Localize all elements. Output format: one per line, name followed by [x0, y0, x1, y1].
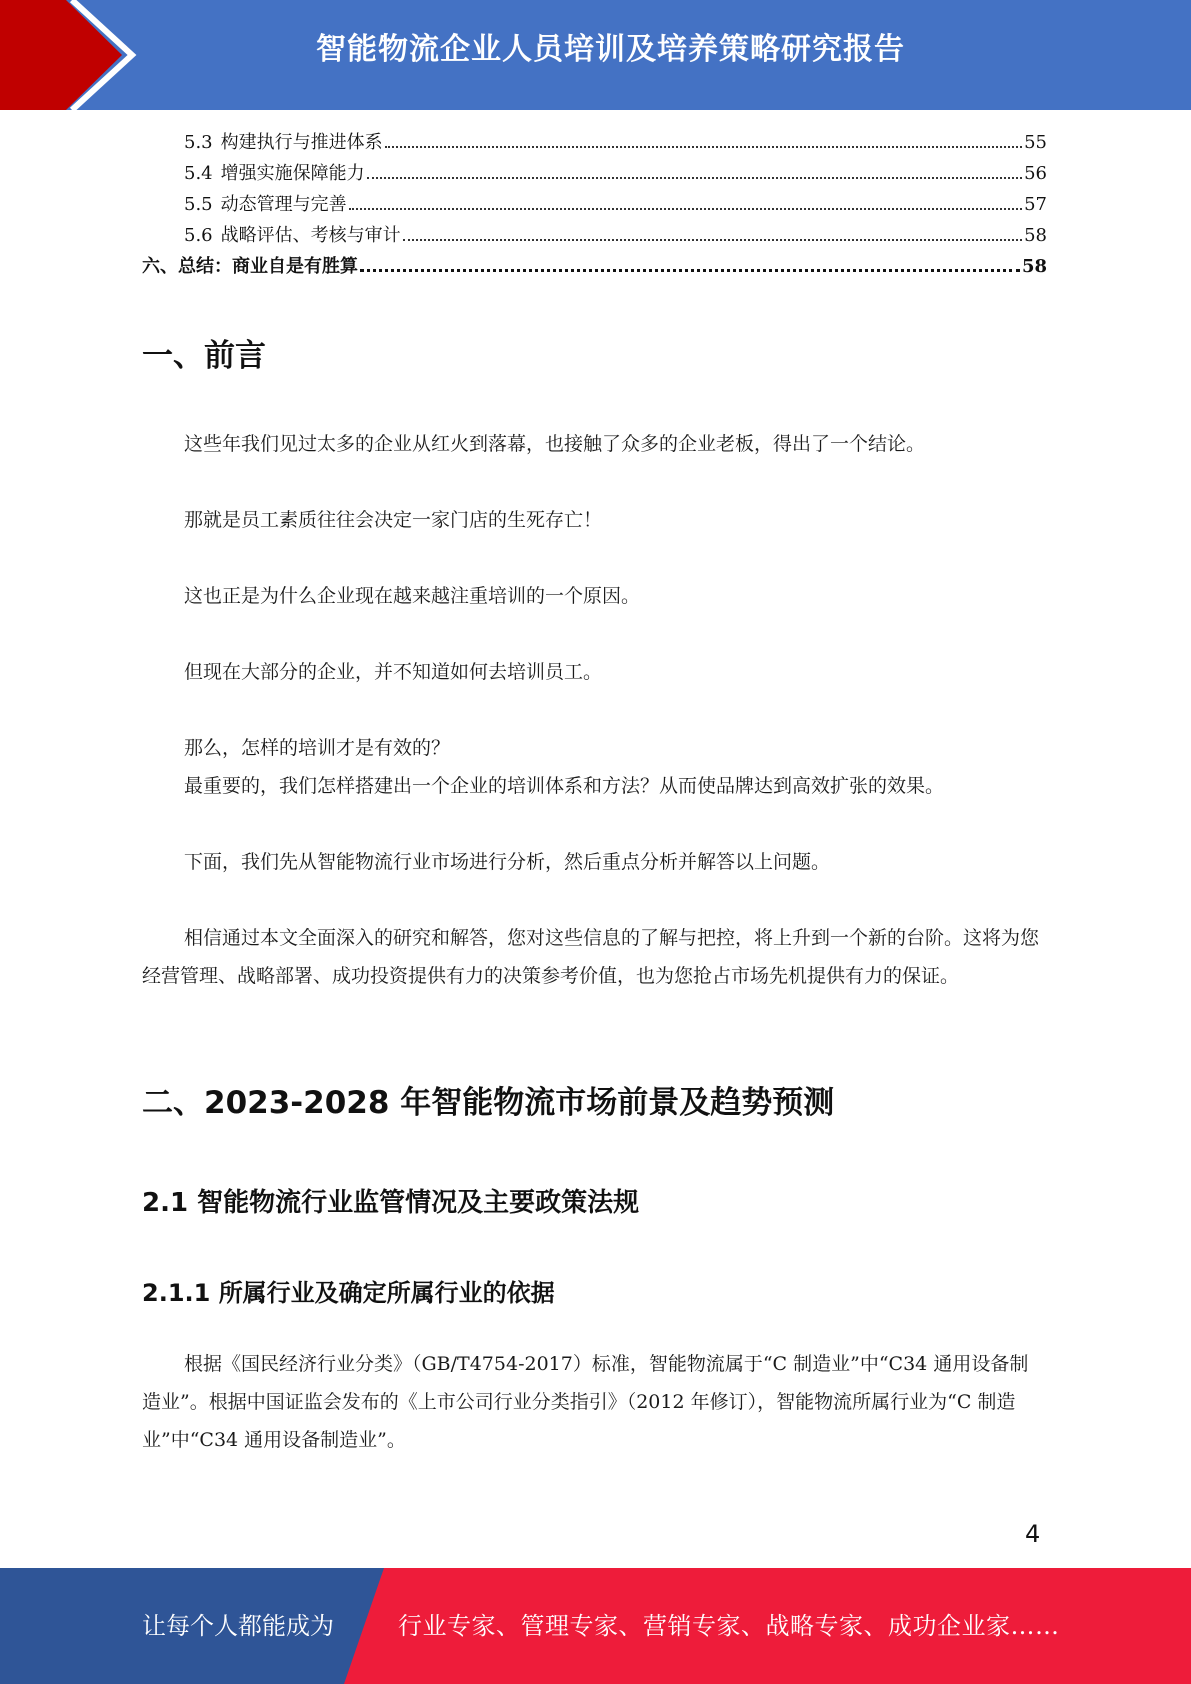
section-heading-market-outlook: 二、2023-2028 年智能物流市场前景及趋势预测 [142, 1085, 835, 1121]
toc-entry-page: 57 [1024, 194, 1047, 215]
subsection-heading: 2.1 智能物流行业监管情况及主要政策法规 [142, 1188, 640, 1218]
toc-dot-leader [385, 145, 1022, 148]
toc-entry-number: 5.4 [184, 163, 213, 184]
toc-entry-label: 动态管理与完善 [220, 194, 347, 215]
body-paragraph: 根据《国民经济行业分类》（GB/T4754-2017）标准，智能物流属于“C 制造业”中“C34 通用设备制造业”。根据中国证监会发布的《上市公司行业分类指引》（2012 年修订），智能物流所属行业为“C 制造业”中“C34 通用设备制造业”。 [142, 1353, 1029, 1451]
toc-entry-page: 55 [1024, 132, 1047, 153]
toc-entry-page: 58 [1024, 225, 1047, 246]
table-of-contents [142, 128, 1047, 283]
toc-entry-label: 六、总结：商业自是有胜算 [142, 256, 358, 277]
body-paragraph: 那就是员工素质往往会决定一家门店的生死存亡！ [184, 509, 603, 531]
report-title: 智能物流企业人员培训及培养策略研究报告 [316, 32, 905, 67]
subsubsection-heading: 2.1.1 所属行业及确定所属行业的依据 [142, 1279, 555, 1307]
body-paragraph: 那么，怎样的培训才是有效的？ [184, 737, 451, 759]
body-paragraph: 这些年我们见过太多的企业从红火到落幕，也接触了众多的企业老板，得出了一个结论。 [184, 433, 926, 455]
toc-entry[interactable] [142, 190, 1047, 221]
toc-entry-number: 5.5 [184, 194, 213, 215]
page-header [0, 0, 1191, 110]
toc-dot-leader [367, 176, 1022, 179]
toc-entry-number: 5.6 [184, 225, 213, 246]
section-heading-preface: 一、前言 [142, 338, 266, 374]
page-footer [0, 1568, 1191, 1684]
footer-slogan-right: 行业专家、管理专家、营销专家、战略专家、成功企业家…… [398, 1612, 1060, 1640]
toc-entry[interactable] [142, 221, 1047, 252]
toc-entry-chapter[interactable] [142, 252, 1047, 283]
toc-entry-label: 战略评估、考核与审计 [220, 225, 401, 246]
footer-slogan-left: 让每个人都能成为 [142, 1612, 334, 1640]
body-paragraph: 这也正是为什么企业现在越来越注重培训的一个原因。 [184, 585, 641, 607]
body-paragraph: 最重要的，我们怎样搭建出一个企业的培训体系和方法？从而使品牌达到高效扩张的效果。 [184, 775, 945, 797]
body-paragraph: 但现在大部分的企业，并不知道如何去培训员工。 [184, 661, 603, 683]
body-paragraph: 下面，我们先从智能物流行业市场进行分析，然后重点分析并解答以上问题。 [184, 851, 831, 873]
toc-entry[interactable] [142, 159, 1047, 190]
toc-entry-label: 增强实施保障能力 [220, 163, 365, 184]
toc-entry-page: 56 [1024, 163, 1047, 184]
toc-dot-leader [360, 268, 1020, 272]
page-number: 4 [1025, 1520, 1041, 1548]
body-paragraph: 相信通过本文全面深入的研究和解答，您对这些信息的了解与把控，将上升到一个新的台阶。这将为您经营管理、战略部署、成功投资提供有力的决策参考价值，也为您抢占市场先机提供有力的保证。 [142, 927, 1040, 987]
toc-entry-page: 58 [1021, 256, 1047, 277]
toc-entry-number: 5.3 [184, 132, 213, 153]
toc-dot-leader [349, 207, 1022, 210]
toc-entry-label: 构建执行与推进体系 [220, 132, 383, 153]
toc-entry[interactable] [142, 128, 1047, 159]
toc-dot-leader [403, 238, 1022, 241]
